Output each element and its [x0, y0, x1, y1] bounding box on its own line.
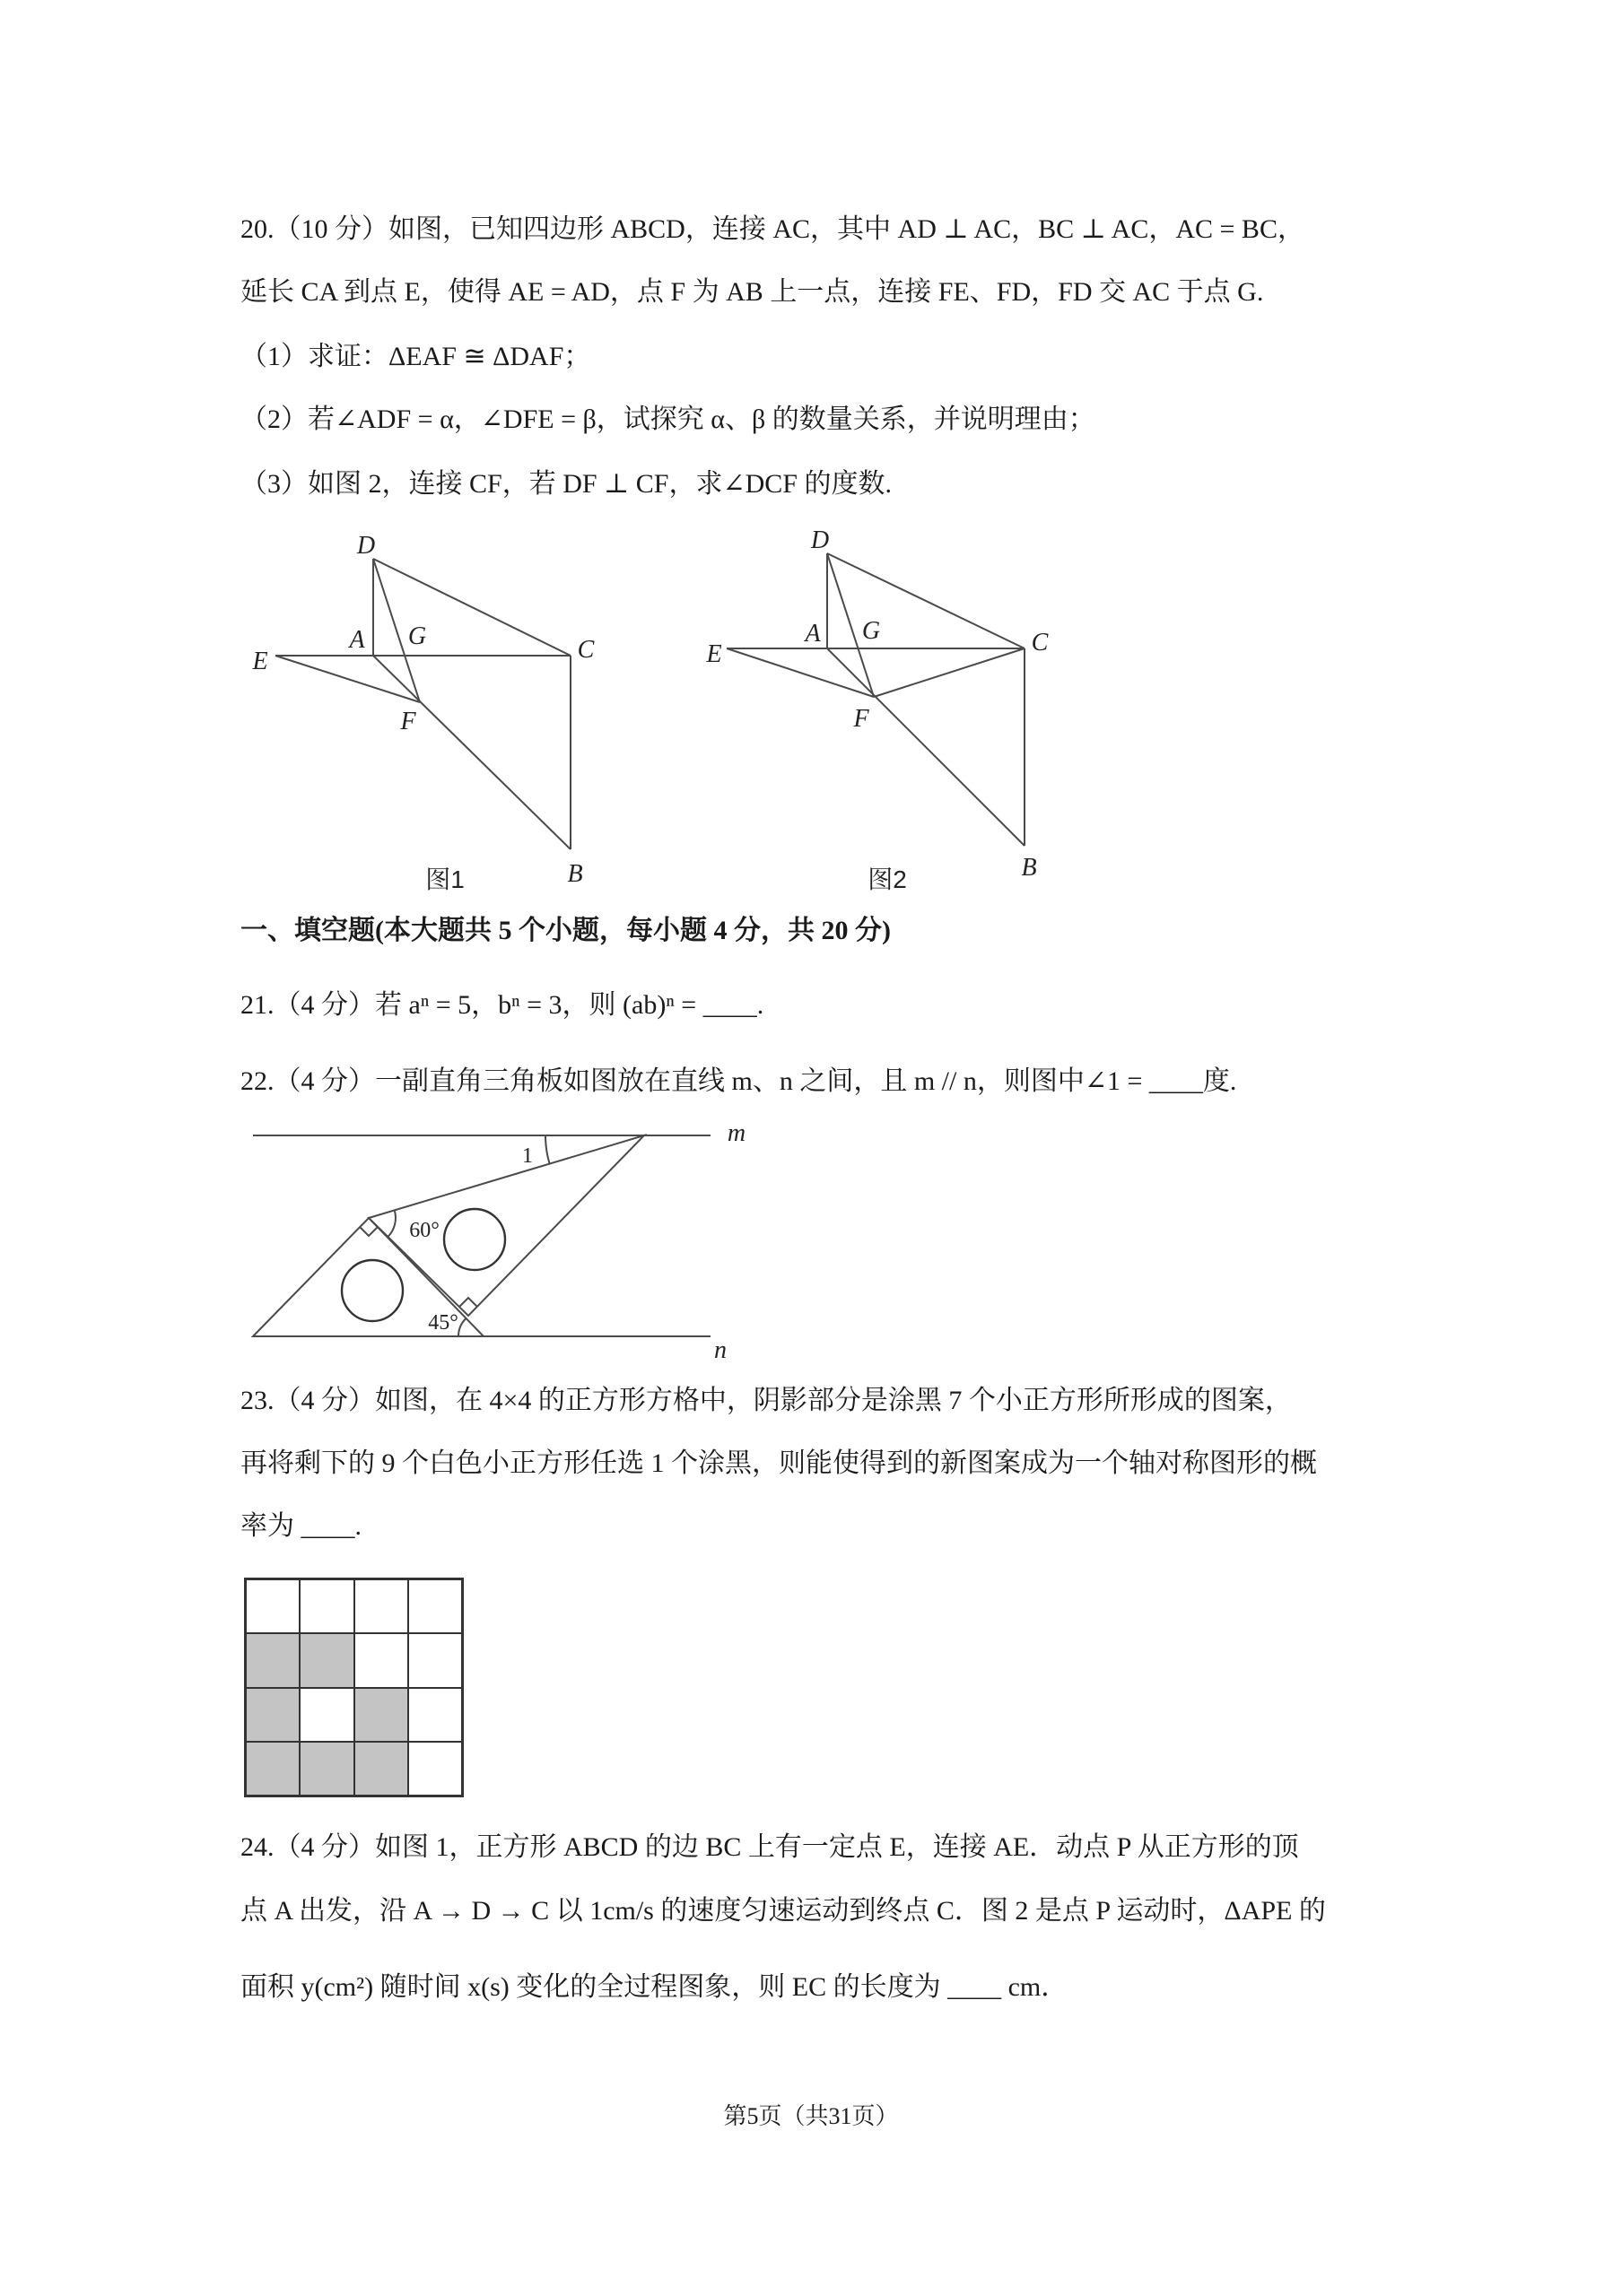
angle-60-arc [388, 1210, 396, 1237]
shaded-cell [300, 1633, 353, 1687]
q22-text: 22.（4 分）一副直角三角板如图放在直线 m、n 之间，且 m // n，则图中∠1 = ____度. [240, 1066, 1237, 1096]
line-n-label: n [714, 1336, 727, 1364]
label-F: F [400, 708, 416, 735]
label-C: C [577, 636, 595, 664]
shaded-cell [246, 1688, 300, 1742]
label-A: A [349, 626, 365, 654]
shaded-cell [300, 1742, 353, 1796]
q23-line-1: 23.（4 分）如图，在 4×4 的正方形方格中，阴影部分是涂黑 7 个小正方形所形成的图案， [240, 1386, 1292, 1415]
segment-DC [827, 553, 1025, 648]
q22-figure [242, 1112, 754, 1363]
q23-line-3: 率为 ____. [240, 1511, 362, 1541]
label-F: F [853, 705, 869, 733]
set-square-hole [444, 1209, 505, 1270]
right-angle-mark [459, 1298, 477, 1307]
figure-2-caption: 图2 [868, 865, 907, 893]
white-cell [354, 1633, 408, 1687]
q23-grid [244, 1578, 464, 1797]
segment-AB [373, 656, 571, 849]
white-cell [354, 1579, 408, 1633]
q20-figure-1 [251, 532, 594, 893]
label-B: B [1021, 854, 1037, 882]
shaded-cell [354, 1688, 408, 1742]
white-cell [300, 1688, 353, 1742]
q24-line-2: 点 A 出发，沿 A → D → C 以 1cm/s 的速度匀速运动到终点 C．图 2 是点 P 运动时，ΔAPE 的 [240, 1896, 1326, 1926]
angle-45-arc [458, 1318, 467, 1336]
q20-line-1: 20.（10 分）如图，已知四边形 ABCD，连接 AC，其中 AD ⊥ AC，BC ⊥ AC，AC = BC， [240, 214, 1304, 244]
label-D: D [810, 526, 830, 554]
white-cell [408, 1742, 462, 1796]
page-footer: 第5页（共31页） [723, 2103, 899, 2129]
angle-45-label: 45° [428, 1311, 458, 1335]
set-square-hole [342, 1260, 403, 1321]
label-G: G [407, 622, 427, 650]
q24-line-3: 面积 y(cm²) 随时间 x(s) 变化的全过程图象，则 EC 的长度为 ____ cm． [240, 1972, 1068, 2002]
q20-line-2: 延长 CA 到点 E，使得 AE = AD，点 F 为 AB 上一点，连接 FE、FD，FD 交 AC 于点 G. [240, 277, 1264, 307]
label-E: E [252, 648, 268, 675]
angle-1-label: 1 [522, 1144, 533, 1168]
q24-line-1: 24.（4 分）如图 1，正方形 ABCD 的边 BC 上有一定点 E，连接 AE．动点 P 从正方形的顶 [240, 1832, 1299, 1862]
figure-1-caption: 图1 [425, 865, 465, 893]
white-cell [300, 1579, 353, 1633]
angle-1-arc [545, 1135, 550, 1164]
q20-part-3: （3）如图 2，连接 CF，若 DF ⊥ CF，求∠DCF 的度数. [240, 469, 892, 499]
q20-figures [242, 526, 1068, 897]
shaded-cell [246, 1633, 300, 1687]
shaded-cell [354, 1742, 408, 1796]
q21-text: 21.（4 分）若 aⁿ = 5，bⁿ = 3，则 (ab)ⁿ = ____. [240, 990, 764, 1020]
segment-AB [827, 648, 1025, 846]
segment-DC [373, 559, 571, 656]
section-heading: 一、填空题(本大题共 5 个小题，每小题 4 分，共 20 分) [240, 916, 891, 945]
label-D: D [356, 532, 376, 560]
shaded-cell [246, 1742, 300, 1796]
label-G: G [861, 617, 881, 645]
q20-part-1: （1）求证：ΔEAF ≅ ΔDAF； [240, 342, 591, 371]
label-B: B [567, 860, 583, 888]
angle-60-label: 60° [409, 1219, 440, 1242]
q20-part-2: （2）若∠ADF = α，∠DFE = β，试探究 α、β 的数量关系，并说明理由； [240, 404, 1095, 434]
white-cell [246, 1579, 300, 1633]
label-A: A [805, 620, 821, 648]
label-C: C [1031, 629, 1049, 657]
white-cell [408, 1579, 462, 1633]
q23-line-2: 再将剩下的 9 个白色小正方形任选 1 个涂黑，则能使得到的新图案成为一个轴对称图形的概 [240, 1448, 1317, 1478]
right-angle-mark [360, 1227, 378, 1236]
segment-CF [874, 648, 1025, 697]
label-E: E [706, 640, 722, 668]
q20-figure-2 [705, 526, 1048, 893]
line-m-label: m [727, 1119, 746, 1147]
white-cell [408, 1688, 462, 1742]
white-cell [408, 1633, 462, 1687]
